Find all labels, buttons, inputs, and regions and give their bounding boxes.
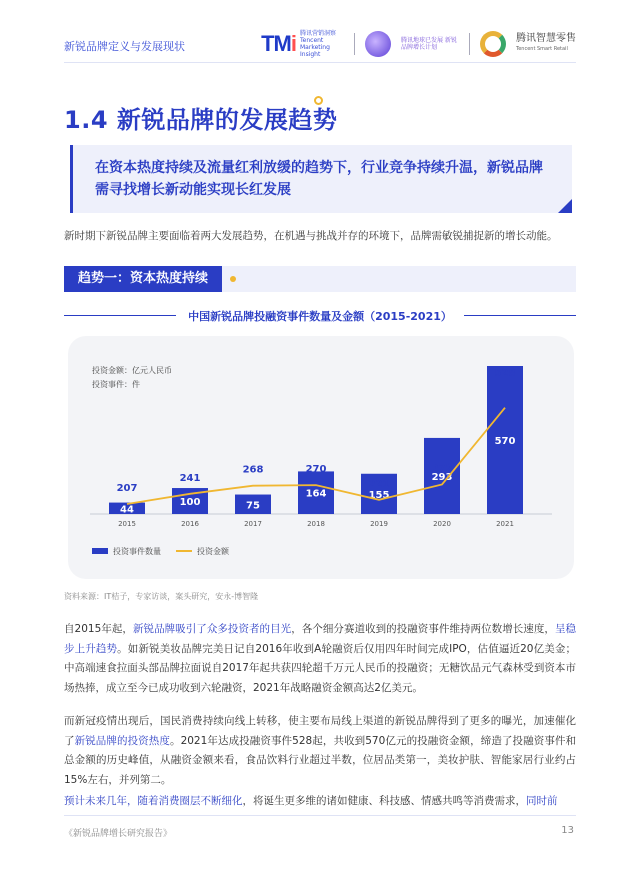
line-value-label: 268 (242, 464, 264, 476)
chart-card (68, 336, 574, 579)
body-text: 自2015年起， (64, 623, 133, 635)
trend-heading-bar (64, 266, 576, 292)
line-value-label: 221 (368, 478, 390, 490)
section-title-dot (314, 96, 323, 105)
highlighted-text: 新锐品牌的投资热度 (74, 734, 170, 747)
line-value-label: 270 (305, 464, 327, 476)
logo-divider (469, 33, 470, 55)
legend-bar-swatch (92, 548, 108, 554)
chart-caption (64, 306, 576, 326)
paragraph-covid-impact (64, 712, 576, 790)
x-tick-label: 2020 (433, 520, 451, 528)
smart-retail-logo-icon (480, 31, 506, 57)
x-tick-label: 2015 (118, 520, 136, 528)
growth-plan-logo-icon (365, 31, 391, 57)
running-header-title: 新锐品牌定义与发展现状 (64, 40, 185, 53)
legend-line-label: 投资金额 (197, 547, 229, 556)
x-tick-label: 2018 (307, 520, 325, 528)
bar-value-label: 570 (494, 436, 516, 447)
bar-value-label: 75 (246, 500, 260, 512)
tmi-logo-text: 腾讯营销洞察 Tencent Marketing Insight (300, 30, 337, 58)
page-number: 13 (561, 825, 574, 836)
body-text: 。如新锐美妆品牌完美日记自2016年收到A轮融资后仅用四年时间完成IPO，估值逼近20亿美金；中高端速食拉面头部品牌拉面说自2017年起共获四轮超千万元人民币的投融资；无糖饮品元气森林受到资本市场热捧，成立至今已成功收到六轮融资，2021年战略融资金额高达2亿美元。 (64, 642, 576, 694)
line-value-label: 528 (494, 368, 516, 379)
events-unit-label: 投资事件：件 (92, 380, 140, 389)
x-tick-label: 2016 (181, 520, 199, 528)
footer-report-title: 《新锐品牌增长研究报告》 (64, 829, 173, 839)
x-tick-label: 2021 (496, 520, 514, 528)
bar-value-label: 44 (120, 504, 134, 516)
key-insight-box (70, 145, 572, 213)
amount-unit-label: 投资金额：亿元人民币 (92, 366, 172, 375)
body-text: ，将诞生更多维的诸如健康、科技感、情感共鸣等消费需求， (242, 795, 526, 807)
body-text: ，各个细分赛道收到的投融资事件维持两位数增长速度， (291, 623, 555, 635)
chart-title: 中国新锐品牌投融资事件数量及金额（2015-2021） (188, 310, 452, 323)
highlighted-text: 同时前 (526, 795, 558, 807)
x-tick-label: 2017 (244, 520, 262, 528)
tmi-logo-mark: TMi (261, 31, 296, 56)
paragraph-future-outlook (64, 792, 576, 812)
bar-value-label: 100 (179, 497, 201, 509)
body-text: 而新冠疫情出现后，国民消费持续向线上转移，使主要布局线上渠道的新锐品牌得到了更多的曝光，加速催化了 (64, 715, 576, 747)
intro-text: 新时期下新锐品牌主要面临着两大发展趋势，在机遇与挑战并存的环境下，品牌需敏锐捕捉新的增长动能。 (64, 230, 558, 242)
tmi-logo (261, 30, 344, 58)
line-value-label: 241 (179, 472, 201, 484)
highlighted-text: 预计未来几年，随着消费圈层不断细化 (64, 795, 243, 807)
header-divider (64, 62, 576, 63)
source-note: 资料来源：IT桔子，专家访谈，案头研究，安永-博智隆 (64, 592, 259, 601)
key-insight-text: 在资本热度持续及流量红利放缓的趋势下，行业竞争持续升温，新锐品牌需寻找增长新动能实现长红发展 (95, 160, 543, 198)
legend-bar-label: 投资事件数量 (113, 547, 161, 556)
paragraph-capital-growth (64, 620, 576, 698)
footer-divider (64, 815, 576, 816)
quote-corner-mark (558, 199, 572, 213)
bar-value-label: 155 (368, 489, 390, 501)
page-header (0, 0, 640, 70)
partner-logos (261, 30, 576, 58)
x-tick-label: 2019 (370, 520, 388, 528)
logo-divider (354, 33, 355, 55)
bar-value-label: 293 (431, 471, 453, 483)
line-value-label: 272 (431, 463, 453, 475)
body-text: 。2021年达成投融资事件528起，共收到570亿元的投融资金额，缔造了投融资事件和总金额的历史峰值，从融资金额来看，食品饮料行业超过半数，位居品类第一，美妆护肤、智能家居行业约占15%左右，并列第二。 (64, 734, 577, 786)
growth-plan-logo-text: 腾讯地球已发展 新锐品牌增长计划 (401, 37, 457, 51)
bar-value-label: 164 (305, 488, 327, 500)
section-title: 1.4 新锐品牌的发展趋势 (64, 106, 338, 134)
highlighted-text: 呈稳步上升趋势 (64, 623, 577, 655)
investment-chart (68, 336, 574, 579)
smart-retail-logo-text: 腾讯智慧零售 Tencent Smart Retail (516, 33, 576, 52)
trend-heading: 趋势一：资本热度持续 (64, 266, 222, 292)
line-value-label: 207 (116, 483, 138, 494)
highlighted-text: 新锐品牌吸引了众多投资者的目光 (132, 623, 292, 635)
trend-heading-dot (230, 276, 236, 282)
